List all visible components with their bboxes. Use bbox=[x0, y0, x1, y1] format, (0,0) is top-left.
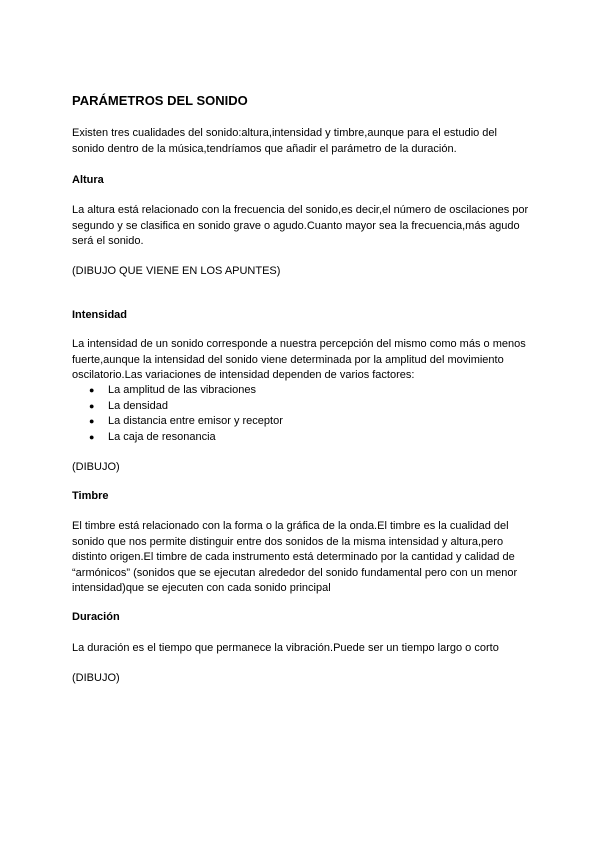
intensidad-paragraph: La intensidad de un sonido corresponde a nuestra percepción del mismo como más o menos fuerte,aunque la intensidad del sonido viene determinada por la amplitud del movimiento oscilatorio.Las variaciones de intensidad dependen de varios factores: bbox=[72, 338, 526, 381]
list-item: ● La amplitud de las vibraciones bbox=[72, 383, 283, 399]
intensidad-note: (DIBUJO) bbox=[72, 461, 120, 473]
page-title: PARÁMETROS DEL SONIDO bbox=[72, 93, 248, 108]
duracion-note: (DIBUJO) bbox=[72, 672, 120, 684]
list-item: ● La densidad bbox=[72, 399, 283, 415]
intensidad-factor-list bbox=[72, 383, 283, 445]
section-heading-duracion: Duración bbox=[72, 611, 120, 623]
list-item: ● La caja de resonancia bbox=[72, 430, 283, 446]
altura-note: (DIBUJO QUE VIENE EN LOS APUNTES) bbox=[72, 265, 281, 277]
section-heading-altura: Altura bbox=[72, 174, 104, 186]
altura-paragraph: La altura está relacionado con la frecuencia del sonido,es decir,el número de oscilaciones por segundo y se clasifica en sonido grave o agudo.Cuanto mayor sea la frecuencia,más agudo será el sonido. bbox=[72, 204, 529, 247]
timbre-paragraph: El timbre está relacionado con la forma o la gráfica de la onda.El timbre es la cualidad del sonido que nos permite distinguir entre dos sonidos de la misma intensidad y altura,pero distinto origen.El timbre de cada instrumento está determinado por la cantidad y calidad de “armónicos” (sonidos que se ejecutan alrededor del sonido fundamental pero con un menor intensidad)que se ejecuten con cada sonido principal bbox=[72, 520, 518, 594]
intro-paragraph: Existen tres cualidades del sonido:altura,intensidad y timbre,aunque para el estudio del sonido dentro de la música,tendríamos que añadir el parámetro de la duración. bbox=[72, 127, 497, 155]
duracion-paragraph: La duración es el tiempo que permanece la vibración.Puede ser un tiempo largo o corto bbox=[72, 642, 499, 654]
section-heading-intensidad: Intensidad bbox=[72, 309, 128, 321]
list-item: ● La distancia entre emisor y receptor bbox=[72, 414, 283, 430]
section-heading-timbre: Timbre bbox=[72, 490, 109, 502]
